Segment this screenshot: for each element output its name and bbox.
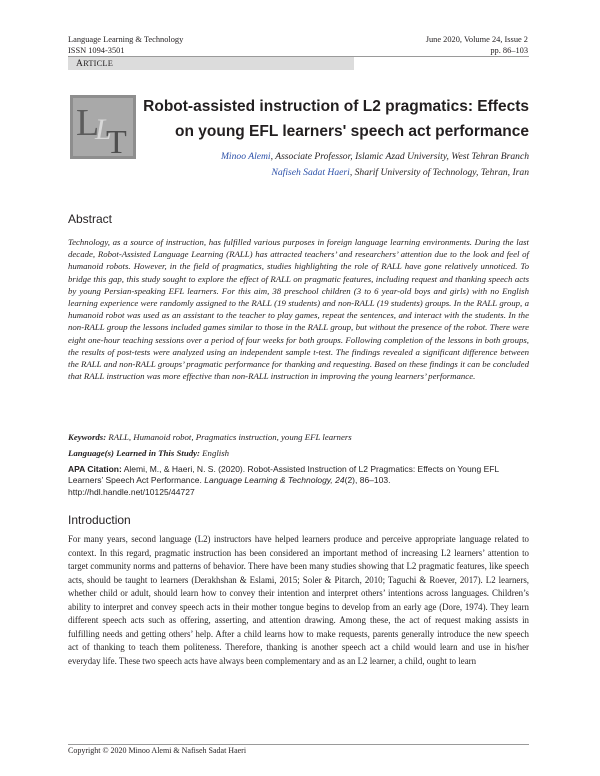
- apa-url[interactable]: http://hdl.handle.net/10125/44727: [68, 486, 195, 497]
- svg-text:T: T: [106, 124, 127, 159]
- introduction-heading: Introduction: [68, 513, 131, 527]
- author-2: [99, 165, 529, 181]
- author-block: [99, 149, 529, 181]
- article-type-bar: [68, 57, 354, 70]
- keywords-line: [68, 431, 529, 443]
- introduction-body: For many years, second language (L2) instructors have helped learners produce and perceive appropriate language related to context. In this regard, pragmatic instruction has been considered an important method of increasing L2 learners’ attention to target community norms and patterns of behavior. There have been many studies showing that L2 pragmatic features, like speech acts, should be taught to learners (Derakhshan & Eslami, 2015; Soler & Pitarch, 2010; Taguchi & Roever, 2017). L2 learners, whether child or adult, should learn how to convey their intention and interpret others’ intentions across languages. Children’s ability to interpret and convey speech acts in their mother tongue begins to develop from an early age (Dore, 1974). They learn different speech acts such as offering, asserting, and attention drawing. Among these, the act of request making assists in fulfilling needs and getting others’ help. After a child learns how to make requests, parents generally introduce the new speech act of thanking to teach them politeness. Therefore, thanking is another speech act a child would learn and use in his/her everyday life. These two speech acts have always been complementary and as an L2 learner, a child, ought to learn: [68, 534, 529, 666]
- footer-divider: [68, 744, 529, 745]
- copyright-footer: Copyright © 2020 Minoo Alemi & Nafiseh Sadat Haeri: [68, 746, 247, 755]
- author-1: [99, 149, 529, 165]
- journal-name: Language Learning & Technology: [68, 35, 184, 44]
- running-header-left: [68, 35, 183, 56]
- running-header-right: [426, 35, 528, 56]
- svg-text:L: L: [95, 113, 112, 146]
- article-label-initial: A: [76, 59, 84, 69]
- title-line-2: on young EFL learners' speech act performance: [175, 123, 529, 140]
- article-label-rest: RTICLE: [83, 59, 114, 68]
- apa-citation: [68, 464, 529, 498]
- language-value: English: [199, 448, 230, 458]
- article-title: [139, 94, 529, 144]
- author-2-name[interactable]: Nafiseh Sadat Haeri: [271, 167, 350, 178]
- abstract-heading: Abstract: [68, 212, 113, 226]
- author-1-affiliation: , Associate Professor, Islamic Azad University, West Tehran Branch: [270, 151, 529, 162]
- apa-text-2: (2), 86–103.: [344, 475, 391, 486]
- author-2-affiliation: , Sharif University of Technology, Tehran, Iran: [349, 167, 529, 178]
- language-label: Language(s) Learned in This Study:: [68, 448, 200, 458]
- author-1-name[interactable]: Minoo Alemi: [220, 151, 271, 162]
- issn: ISSN 1094-3501: [68, 45, 125, 55]
- language-line: [68, 447, 529, 459]
- keywords-label: Keywords:: [68, 432, 107, 442]
- apa-label: APA Citation:: [68, 464, 122, 474]
- issue-info: June 2020, Volume 24, Issue 2: [425, 35, 528, 44]
- apa-journal: Language Learning & Technology, 24: [204, 475, 345, 486]
- keywords-value: RALL, Humanoid robot, Pragmatics instruction, young EFL learners: [106, 432, 352, 442]
- apa-text-1: Alemi, M., & Haeri, N. S. (2020). Robot-Assisted Instruction of L2 Pragmatics: Effects on Young EFL Learners’ Speech Act Performance.: [68, 464, 499, 486]
- abstract-body: Technology, as a source of instruction, has fulfilled various purposes in foreign language learning environments. During the last decade, Robot-Assisted Language Learning (RALL) has attracted teachers’ and researchers’ attention due to the look and feel of humanoid robots. However, in the field of pragmatics, studies highlighting the role of RALL have gone relatively unnoticed. To bridge this gap, this study sought to explore the effect of RALL on pragmatic features, including request and thanking speech acts by young Persian-speaking EFL learners. For this aim, 38 preschool children (3 to 6 year-old boys and girls) with no English learning experience were randomly assigned to the RALL (19 students) and non-RALL (19 students) groups. In the RALL group, a humanoid robot was used as an assistant to the teacher to play games, repeat the sentences, and interact with the students. In the non-RALL group the lessons included games similar to those in the RALL group, but without the presence of the robot. There were eight one-hour teaching sessions over a period of four weeks for both groups. Following completion of the lessons in both groups, the results of post-tests were analyzed using an independent sample t-test. The findings revealed a significant difference between the RALL and non-RALL groups’ pragmatic performance for thanking and requesting. Based on these findings it can be concluded that RALL instruction was more effective than non-RALL instruction in improving the young learners’ performance.: [68, 237, 529, 382]
- title-line-1: Robot-assisted instruction of L2 pragmatics: Effects: [143, 98, 529, 115]
- svg-text:L: L: [76, 102, 100, 144]
- page-range: pp. 86–103: [490, 45, 528, 55]
